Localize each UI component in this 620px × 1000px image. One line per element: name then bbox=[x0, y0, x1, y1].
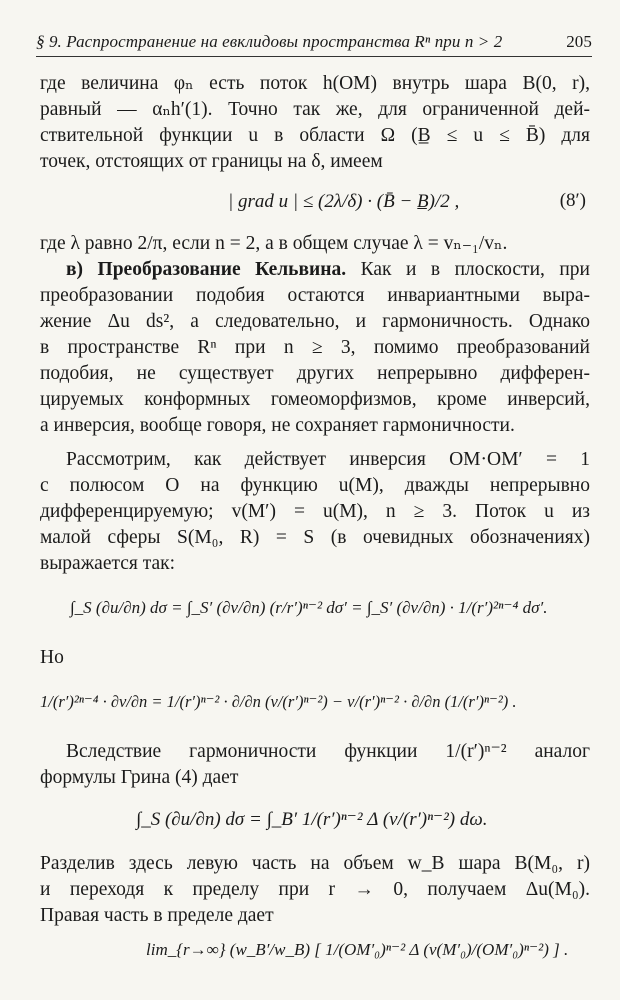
section-heading: в) Преобразование Кельвина. bbox=[66, 259, 347, 280]
text-line: Разделив здесь левую часть на объем w_B шара B(M₀, r) bbox=[40, 853, 590, 874]
text-line: формулы Грина (4) дает bbox=[40, 767, 239, 788]
text-line: и переходя к пределу при r → 0, получаем Δu(M₀). bbox=[40, 879, 590, 900]
text-line: выражается так: bbox=[40, 553, 176, 574]
text-line: ствительной функции u в области Ω (B̲ ≤ u ≤ B̄) для bbox=[40, 125, 590, 146]
text-line: подобия, не существует других непрерывно дифферен- bbox=[40, 363, 590, 384]
formula-flux: ∫_S (∂u/∂n) dσ = ∫_S′ (∂v/∂n) (r/r′)ⁿ⁻² dσ′ = ∫_S′ (∂v/∂n) · 1/(r′)²ⁿ⁻⁴ dσ′. bbox=[70, 598, 548, 617]
text-line: Вследствие гармоничности функции 1/(r′)ⁿ⁻² аналог bbox=[66, 741, 590, 762]
page-number: 205 bbox=[566, 32, 592, 51]
formula-identity: 1/(r′)²ⁿ⁻⁴ · ∂v/∂n = 1/(r′)ⁿ⁻² · ∂/∂n (v/(r′)ⁿ⁻²) − v/(r′)ⁿ⁻² · ∂/∂n (1/(r′)ⁿ⁻²) . bbox=[40, 692, 517, 711]
text-line: равный — αₙh′(1). Точно так же, для ограниченной дей- bbox=[40, 99, 590, 120]
text-line: в пространстве Rⁿ при n ≥ 3, помимо преобразований bbox=[40, 337, 590, 358]
equation-number: (8′) bbox=[559, 190, 586, 211]
text-line: цируемых конформных гомеоморфизмов, кроме инверсий, bbox=[40, 389, 590, 410]
text-line: Правая часть в пределе дает bbox=[40, 905, 274, 926]
text-line: Но bbox=[40, 647, 64, 668]
text-line: преобразовании подобия остаются инвариантными выра- bbox=[40, 285, 590, 306]
header-rule bbox=[36, 56, 592, 57]
section-heading-rest: Как и в плоскости, при bbox=[360, 259, 590, 280]
formula-limit: lim_{r→∞} (w_B′/w_B) [ 1/(OM′₀)ⁿ⁻² Δ (v(M′₀)/(OM′₀)ⁿ⁻²) ] . bbox=[146, 940, 569, 959]
text-line: с полюсом O на функцию u(M), дважды непрерывно bbox=[40, 475, 590, 496]
text-line: жение Δu ds², а следовательно, и гармоничность. Однако bbox=[40, 311, 590, 332]
text-line: дифференцируемую; v(M′) = u(M), n ≥ 3. Поток u из bbox=[40, 501, 590, 522]
text-line: малой сферы S(M₀, R) = S (в очевидных обозначениях) bbox=[40, 527, 590, 548]
text-line: а инверсия, вообще говоря, не сохраняет гармоничности. bbox=[40, 415, 515, 436]
formula-green: ∫_S (∂u/∂n) dσ = ∫_B′ 1/(r′)ⁿ⁻² Δ (v/(r′)ⁿ⁻²) dω. bbox=[136, 809, 488, 830]
text-line: Рассмотрим, как действует инверсия OM·OM′ = 1 bbox=[66, 449, 590, 470]
formula-8: | grad u | ≤ (2λ/δ) · (B̄ − B̲)/2 , bbox=[228, 191, 460, 212]
section-heading-line bbox=[66, 258, 590, 282]
running-header bbox=[36, 32, 592, 52]
text-line: точек, отстоящих от границы на δ, имеем bbox=[40, 151, 383, 172]
text-line: где λ равно 2/π, если n = 2, а в общем случае λ = vₙ₋₁/vₙ. bbox=[40, 233, 508, 254]
text-line: где величина φₙ есть поток h(OM) внутрь шара B(0, r), bbox=[40, 73, 590, 94]
header-title: § 9. Распространение на евклидовы пространства Rⁿ при n > 2 bbox=[36, 32, 503, 51]
